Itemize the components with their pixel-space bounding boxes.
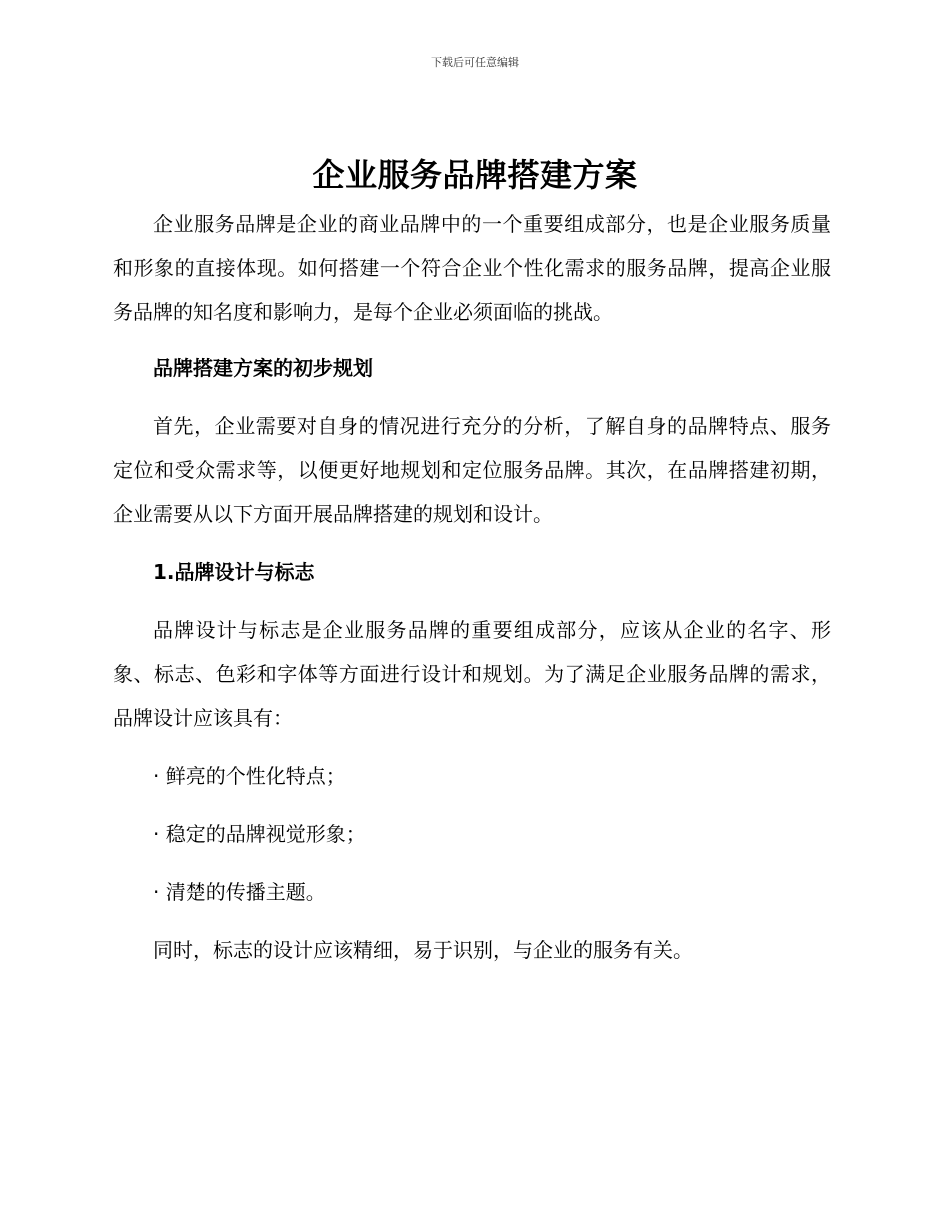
- bullet-item: · 清楚的传播主题。: [153, 880, 326, 904]
- page-header-note: 下载后可任意编辑: [431, 56, 519, 69]
- closing-paragraph: 同时，标志的设计应该精细，易于识别，与企业的服务有关。: [153, 938, 693, 962]
- section-heading-planning: 品牌搭建方案的初步规划: [153, 356, 373, 380]
- bullet-item: · 稳定的品牌视觉形象；: [153, 822, 366, 846]
- brand-design-paragraph: 品牌设计与标志是企业服务品牌的重要组成部分，应该从企业的名字、形象、标志、色彩和字体等方面进行设计和规划。为了满足企业服务品牌的需求，品牌设计应该具有：: [113, 618, 831, 730]
- intro-paragraph: 企业服务品牌是企业的商业品牌中的一个重要组成部分，也是企业服务质量和形象的直接体现。如何搭建一个符合企业个性化需求的服务品牌，提高企业服务品牌的知名度和影响力，是每个企业必须面临的挑战。: [113, 212, 831, 324]
- section-heading-brand-design: 1.品牌设计与标志: [153, 560, 315, 584]
- bullet-item: · 鲜亮的个性化特点；: [153, 764, 346, 788]
- document-title: 企业服务品牌搭建方案: [312, 156, 638, 194]
- document-body: [113, 202, 831, 972]
- planning-paragraph: 首先，企业需要对自身的情况进行充分的分析，了解自身的品牌特点、服务定位和受众需求等，以便更好地规划和定位服务品牌。其次，在品牌搭建初期，企业需要从以下方面开展品牌搭建的规划和设计。: [113, 414, 831, 526]
